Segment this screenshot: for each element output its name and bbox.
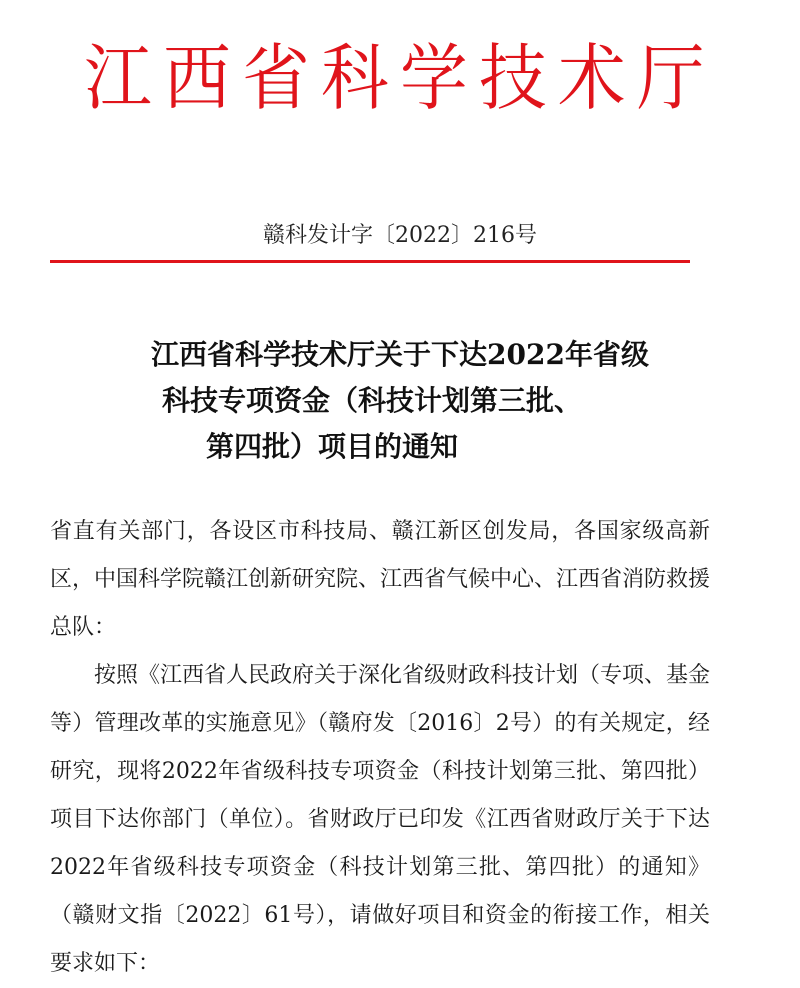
red-separator-line xyxy=(50,260,690,263)
document-body xyxy=(50,508,710,988)
addressee-paragraph: 省直有关部门，各设区市科技局、赣江新区创发局，各国家级高新区，中国科学院赣江创新研究院、江西省气候中心、江西省消防救援总队： xyxy=(50,519,711,640)
title-line-3: 第四批）项目的通知 xyxy=(206,430,459,463)
issuer-header: 江西省科学技术厅 xyxy=(84,36,716,120)
document-title xyxy=(60,332,740,470)
title-line-1: 江西省科学技术厅关于下达2022年省级 xyxy=(151,338,649,371)
body-paragraph: 按照《江西省人民政府关于深化省级财政科技计划（专项、基金等）管理改革的实施意见》（赣府发〔2016〕2号）的有关规定，经研究，现将2022年省级科技专项资金（科技计划第三批、第四批）项目下达你部门（单位）。省财政厅已印发《江西省财政厅关于下达2022年省级科技专项资金（科技计划第三批、第四批）的通知》（赣财文指〔2022〕61号），请做好项目和资金的衔接工作，相关要求如下： xyxy=(50,663,711,976)
title-line-2: 科技专项资金（科技计划第三批、 xyxy=(161,384,582,417)
document-number: 赣科发计字〔2022〕216号 xyxy=(263,223,537,248)
